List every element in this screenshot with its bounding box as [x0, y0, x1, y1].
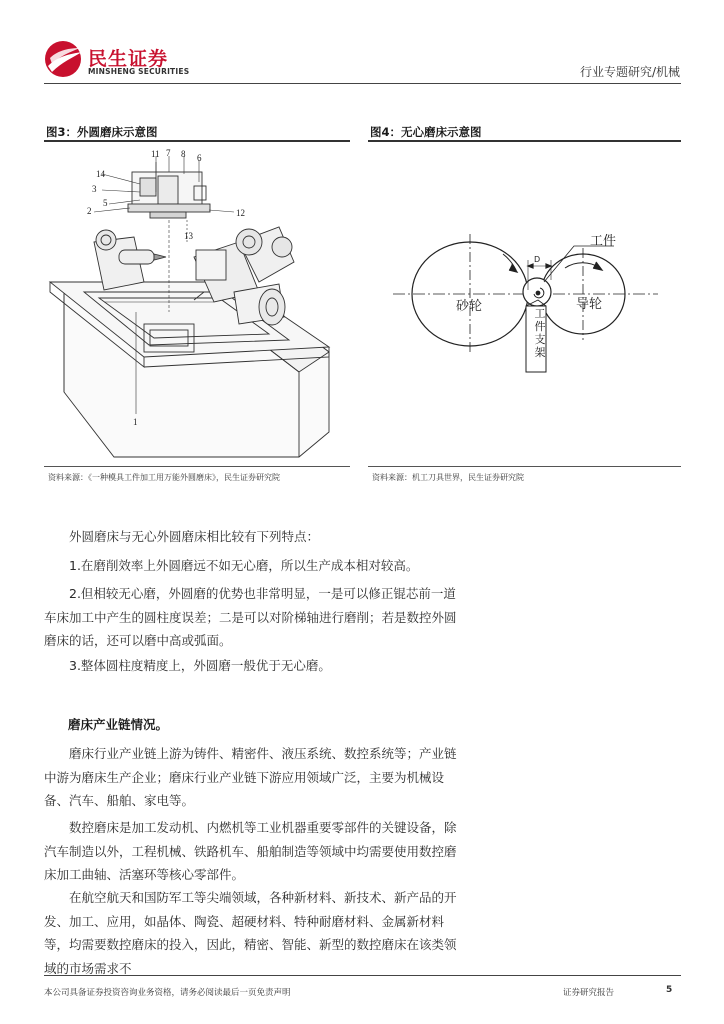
page-number: 5 [666, 985, 673, 995]
footer-divider [44, 975, 681, 976]
figure4-bottom-rule [368, 466, 681, 467]
section-heading: 磨床产业链情况。 [68, 717, 169, 732]
footer-disclaimer: 本公司具备证券投资咨询业务资格，请务必阅读最后一页免责声明 [44, 988, 291, 998]
figure3-title: 图3：外圆磨床示意图 [46, 125, 158, 139]
company-logo-icon [44, 40, 84, 78]
support-label [533, 307, 547, 359]
figure3-callout-7: 7 [166, 148, 171, 158]
brand-name-cn: 民生证券 [88, 48, 169, 70]
paragraph-cnc-auto: 数控磨床是加工发动机、内燃机等工业机器重要零部件的关键设备，除汽车制造以外，工程机械、铁路机车、船舶制造等领域中均需要使用数控磨床加工曲轴、活塞环等核心零部件。 [44, 820, 457, 882]
support-label-char: 件 [534, 320, 546, 333]
grinding-wheel-label: 砂轮 [456, 299, 483, 314]
workpiece-label: 工件 [590, 234, 617, 249]
figure3-callout-2: 2 [87, 206, 92, 216]
external-grinder-diagram [44, 142, 350, 460]
figure3-callout-12: 12 [236, 208, 245, 218]
report-section: 行业专题研究/机械 [579, 65, 680, 79]
distance-label: D [534, 255, 541, 264]
figure3-source: 资料来源：《一种模具工件加工用万能外圆磨床》，民生证券研究院 [48, 473, 280, 482]
figure3-callout-1: 1 [133, 417, 138, 427]
paragraph-point-3: 3.整体圆柱度精度上，外圆磨一般优于无心磨。 [69, 658, 331, 673]
support-label-char: 架 [534, 346, 546, 359]
support-label-char: 工 [534, 307, 546, 320]
figure3-bottom-rule [44, 466, 350, 467]
figure4-source: 资料来源：机工刀具世界，民生证券研究院 [372, 473, 524, 482]
brand-name-en: MINSHENG SECURITIES [88, 67, 190, 76]
paragraph-aerospace: 在航空航天和国防军工等尖端领域，各种新材料、新技术、新产品的开发、加工、应用，如晶体、陶瓷、超硬材料、特种耐磨材料、金属新材料等，均需要数控磨床的投入，因此，精密、智能、新型的数控磨床在该类领域的市场需求不 [44, 890, 457, 976]
figure3-callout-8: 8 [181, 149, 186, 159]
footer-report-type: 证券研究报告 [563, 988, 615, 998]
paragraph-intro: 外圆磨床与无心外圆磨床相比较有下列特点： [69, 529, 320, 544]
centerless-grinder-diagram [368, 142, 681, 460]
paragraph-industry-chain: 磨床行业产业链上游为铸件、精密件、液压系统、数控系统等；产业链中游为磨床生产企业；磨床行业产业链下游应用领域广泛，主要为机械设备、汽车、船舶、家电等。 [44, 746, 457, 808]
figure4-title: 图4：无心磨床示意图 [370, 125, 482, 139]
figure3-callout-14: 14 [96, 169, 105, 179]
figure3-callout-13: 13 [184, 231, 193, 241]
figure3-callout-3: 3 [92, 184, 97, 194]
figure3-callout-5: 5 [103, 198, 108, 208]
figure3-callout-6: 6 [197, 153, 202, 163]
figure3-callout-11: 11 [151, 149, 160, 159]
header-divider [44, 83, 681, 84]
paragraph-point-1: 1.在磨削效率上外圆磨远不如无心磨，所以生产成本相对较高。 [69, 558, 419, 573]
guide-wheel-label: 导轮 [576, 297, 603, 312]
paragraph-point-2: 2.但相较无心磨，外圆磨的优势也非常明显，一是可以修正锟芯前一道车床加工中产生的圆柱度误差；二是可以对阶梯轴进行磨削；若是数控外圆磨床的话，还可以磨中高或弧面。 [44, 586, 457, 648]
support-label-char: 支 [534, 333, 546, 346]
